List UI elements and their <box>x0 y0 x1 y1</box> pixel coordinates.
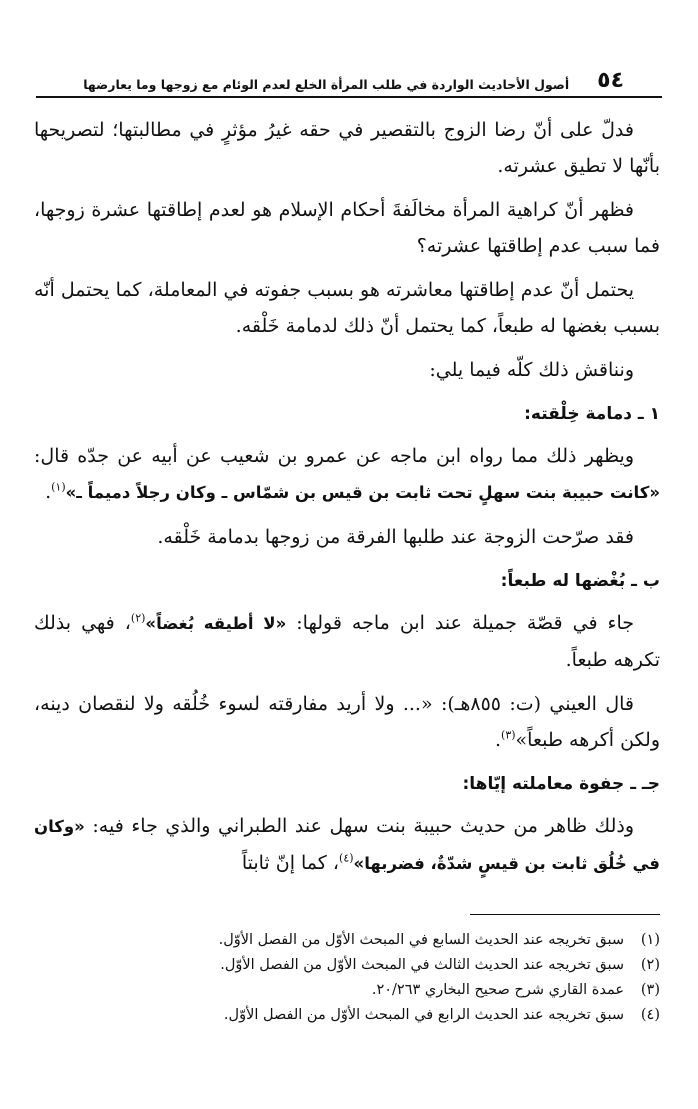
paragraph: يحتمل أنّ عدم إطاقتها معاشرته هو بسبب جفوته في المعاملة، كما يحتمل أنّه بسبب بغضها له طبعاً، كما يحتمل أنّ ذلك لدمامة خَلْقه. <box>34 279 660 337</box>
footnote <box>34 1003 660 1028</box>
running-header <box>36 58 662 98</box>
footnote-text: سبق تخريجه عند الحديث السابع في المبحث الأوّل من الفصل الأوّل. <box>218 932 624 948</box>
paragraph <box>34 686 660 758</box>
footnote-ref: (١) <box>51 480 66 494</box>
paragraph <box>34 808 660 882</box>
hadith-quote: «كانت حبيبة بنت سهلٍ تحت ثابت بن قيس بن شمّاس ـ وكان رجلاً دميماً ـ» <box>65 483 660 502</box>
section-heading: ب ـ بُغْضها له طبعاً: <box>500 571 660 591</box>
paragraph-text: . <box>494 729 502 751</box>
footnotes <box>34 928 660 1028</box>
paragraph: فظهر أنّ كراهية المرأة مخالَفةَ أحكام الإسلام هو لعدم إطاقتها عشرة زوجها، فما سبب عدم إطاقتها عشرته؟ <box>34 199 660 257</box>
footnote <box>34 928 660 953</box>
footnote <box>34 978 660 1003</box>
running-title: أصول الأحاديث الواردة في طلب المرأة الخلع لعدم الوئام مع زوجها وما يعارضها <box>83 77 570 92</box>
paragraph-text: قال العيني (ت: ٨٥٥هـ): «... ولا أريد مفارقته لسوء خُلُقه ولا لنقصان دينه، ولكن أكرهه طبعاً» <box>34 693 660 751</box>
paragraph: فدلّ على أنّ رضا الزوج بالتقصير في حقه غيرُ مؤثرٍ في مطالبتها؛ لتصريحها بأنّها لا تطيق عشرته. <box>34 119 660 177</box>
paragraph <box>34 605 660 678</box>
footnote-ref: (٢) <box>130 611 146 625</box>
paragraph: ونناقش ذلك كلّه فيما يلي: <box>429 359 634 381</box>
paragraph <box>34 438 660 511</box>
paragraph: فقد صرّحت الزوجة عند طلبها الفرقة من زوجها بدمامة خَلْقه. <box>157 526 634 548</box>
footnote-text: سبق تخريجه عند الحديث الثالث في المبحث الأوّل من الفصل الأوّل. <box>220 957 624 973</box>
paragraph-text: ، فهي بذلك تكرهه طبعاً. <box>34 612 660 671</box>
paragraph-text: وذلك ظاهر من حديث حبيبة بنت سهل عند الطبراني والذي جاء فيه: <box>84 815 634 837</box>
footnote-number: (٣) <box>640 982 660 998</box>
main-text <box>34 112 660 890</box>
hadith-quote: «لا أطيقه بُغضاً» <box>145 614 287 633</box>
footnote-number: (٢) <box>640 957 660 973</box>
page-number: ٥٤ <box>597 68 624 93</box>
footnote-ref: (٣) <box>501 728 516 742</box>
paragraph-text: جاء في قصّة جميلة عند ابن ماجه قولها: <box>286 612 635 634</box>
paragraph-text: . <box>45 481 52 503</box>
footnote <box>34 953 660 978</box>
paragraph-text: ، كما إنّ ثابتاً <box>241 852 340 874</box>
footnote-text: عمدة القاري شرح صحيح البخاري ٢٠/٢٦٣. <box>371 982 624 998</box>
footnote-number: (٤) <box>640 1007 660 1023</box>
section-heading: ١ ـ دمامة خِلْقته: <box>524 404 660 424</box>
paragraph-text: ويظهر ذلك مما رواه ابن ماجه عن عمرو بن شعيب عن أبيه عن جدّه قال: <box>34 445 634 467</box>
section-heading: جـ ـ جفوة معاملته إيّاها: <box>462 774 660 794</box>
hadith-quote: «وكان في خُلُق ثابت بن قيسٍ شدّةٌ، فضربها» <box>34 817 660 873</box>
footnote-ref: (٤) <box>339 851 354 865</box>
footnote-text: سبق تخريجه عند الحديث الرابع في المبحث الأوّل من الفصل الأوّل. <box>223 1007 624 1023</box>
footnote-divider <box>470 914 660 915</box>
footnote-number: (١) <box>640 932 660 948</box>
